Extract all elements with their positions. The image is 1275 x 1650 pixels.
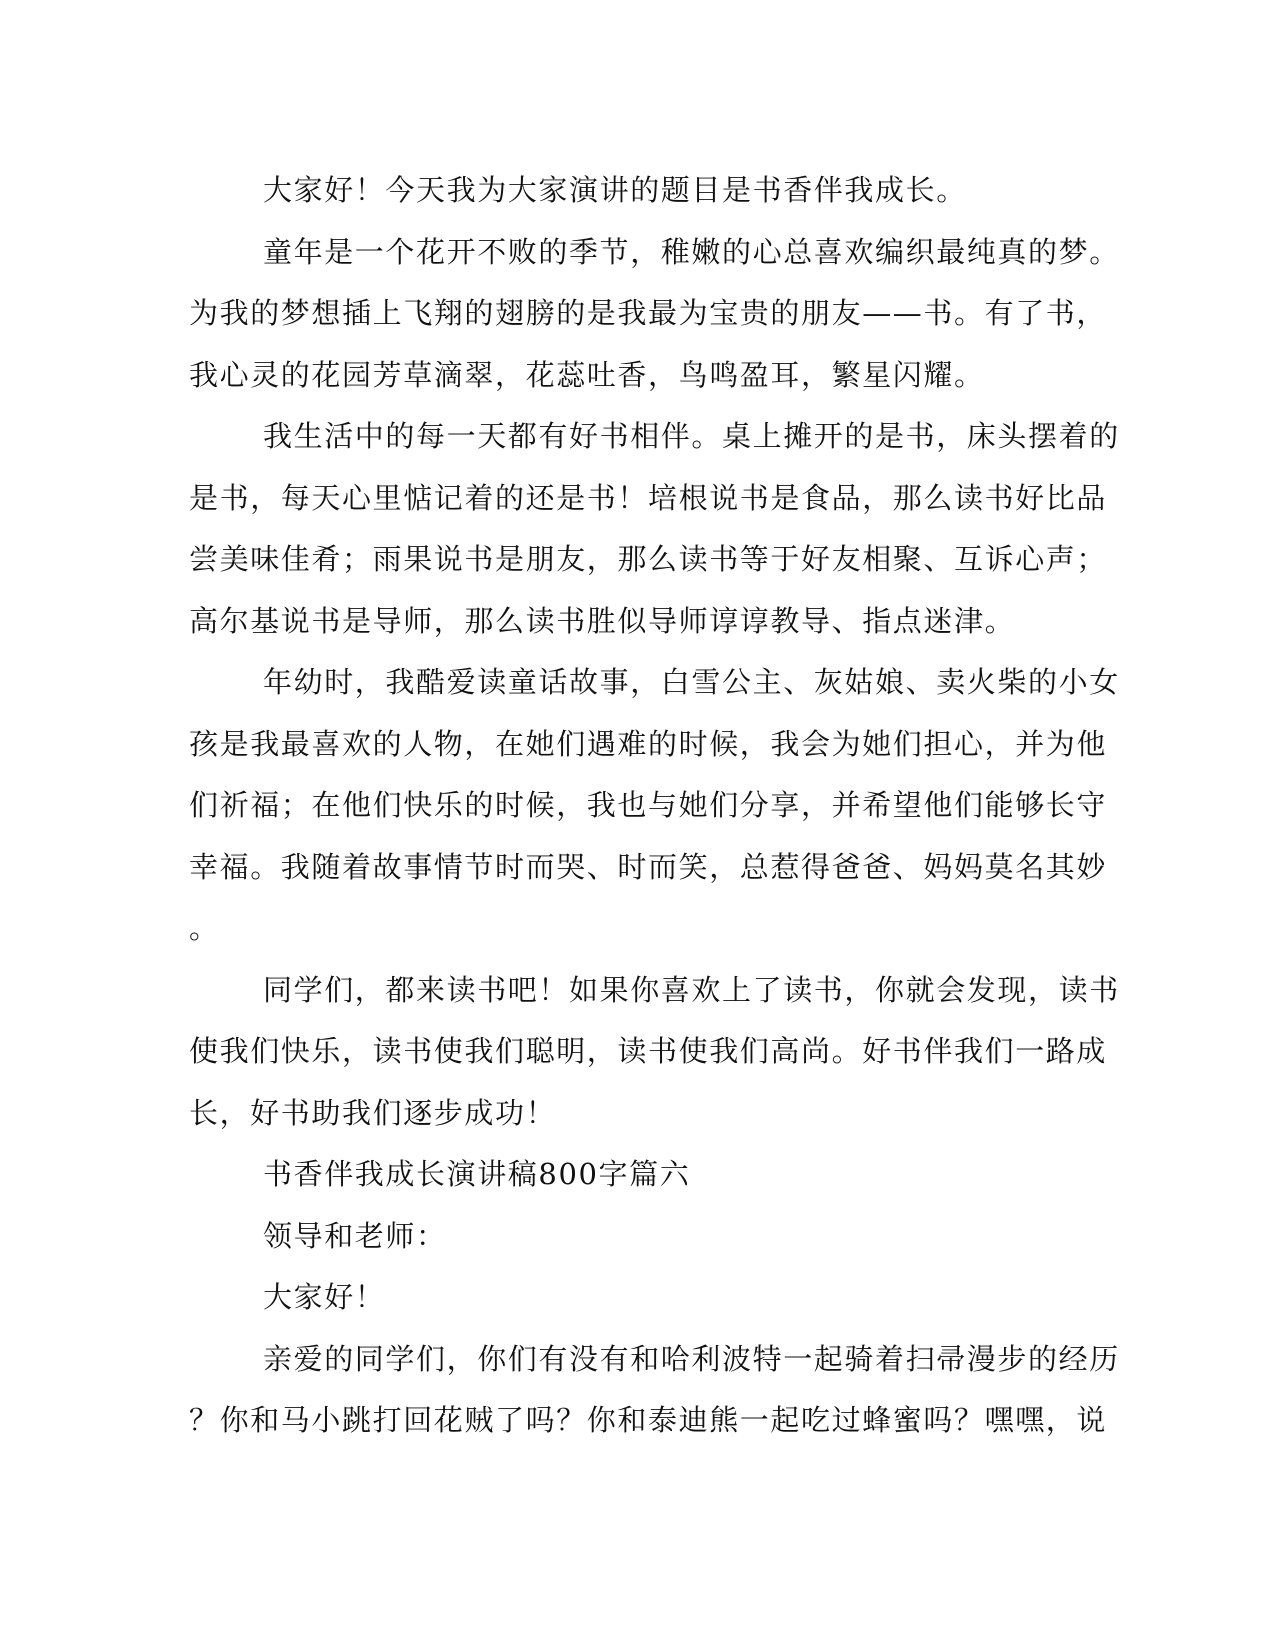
text-line: 童年是一个花开不败的季节，稚嫩的心总喜欢编织最纯真的梦。 <box>263 234 1120 269</box>
text-line: 高尔基说书是导师，那么读书胜似导师谆谆教导、指点迷津。 <box>189 603 1016 638</box>
text-line: 。 <box>189 911 220 945</box>
text-line: 同学们，都来读书吧！如果你喜欢上了读书，你就会发现，读书 <box>263 972 1120 1007</box>
text-line: 幸福。我随着故事情节时而哭、时而笑，总惹得爸爸、妈妈莫名其妙 <box>189 849 1108 884</box>
text-line: 孩是我最喜欢的人物，在她们遇难的时候，我会为她们担心，并为他 <box>189 726 1108 761</box>
text-line: 尝美味佳肴；雨果说书是朋友，那么读书等于好友相聚、互诉心声； <box>189 542 1108 576</box>
text-line: 是书，每天心里惦记着的还是书！培根说书是食品，那么读书好比品 <box>189 480 1108 515</box>
text-line: 们祈福；在他们快乐的时候，我也与她们分享，并希望他们能够长守 <box>189 788 1108 822</box>
text-line: 亲爱的同学们，你们有没有和哈利波特一起骑着扫帚漫步的经历 <box>263 1341 1120 1376</box>
text-line: 年幼时，我酷爱读童话故事，白雪公主、灰姑娘、卖火柴的小女 <box>263 665 1120 699</box>
text-line: 使我们快乐，读书使我们聪明，读书使我们高尚。好书伴我们一路成 <box>189 1034 1108 1068</box>
salutation-line: 领导和老师： <box>263 1218 447 1253</box>
text-line: 长，好书助我们逐步成功！ <box>189 1095 557 1130</box>
text-line: 我心灵的花园芳草滴翠，花蕊吐香，鸟鸣盈耳，繁星闪耀。 <box>189 357 985 392</box>
text-line: ？你和马小跳打回花贼了吗？你和泰迪熊一起吃过蜂蜜吗？嘿嘿，说 <box>189 1403 1108 1437</box>
text-line: 我生活中的每一天都有好书相伴。桌上摊开的是书，床头摆着的 <box>263 419 1120 453</box>
text-line: 为我的梦想插上飞翔的翅膀的是我最为宝贵的朋友——书。有了书， <box>189 296 1108 330</box>
text-line-greeting: 大家好！今天我为大家演讲的题目是书香伴我成长。 <box>263 173 967 207</box>
document-body <box>189 160 1120 1452</box>
greeting-line: 大家好！ <box>263 1280 386 1314</box>
section-heading: 书香伴我成长演讲稿800字篇六 <box>263 1157 691 1191</box>
